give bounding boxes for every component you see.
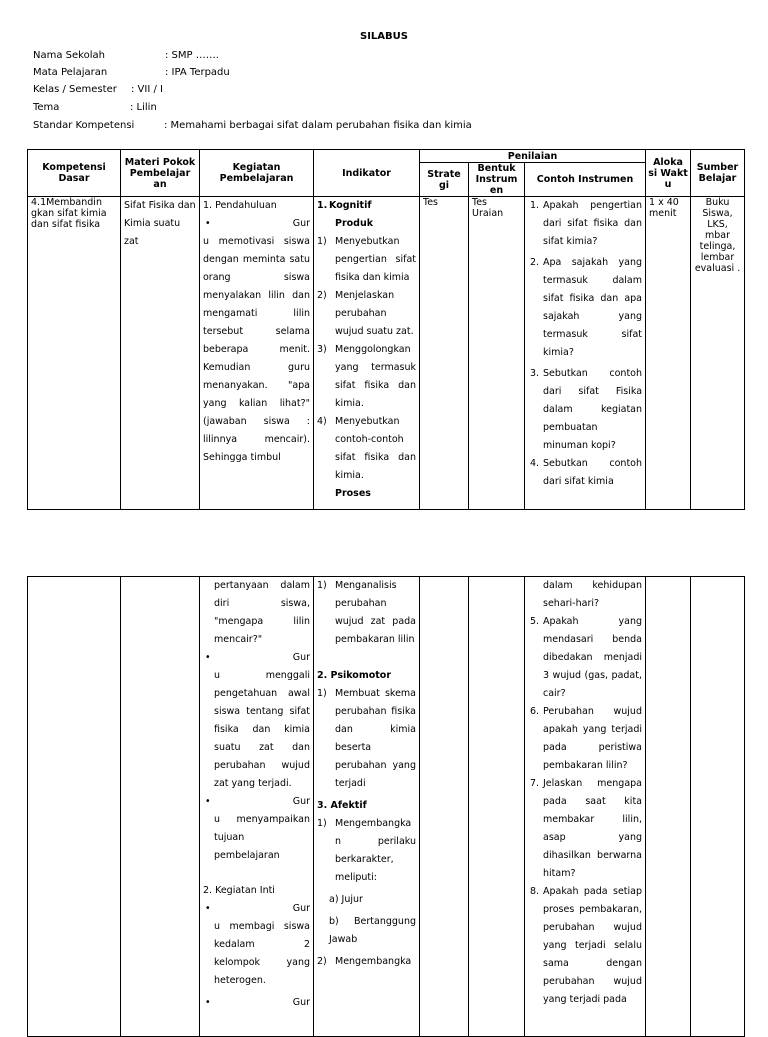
indikator-afektif: 3. Afektif: [317, 800, 367, 811]
indikator-kognitif: 1. Kognitif: [317, 200, 372, 211]
materi-text: Sifat Fisika dan Kimia suatu zat: [124, 200, 196, 247]
meta-label: Mata Pelajaran: [33, 67, 108, 78]
indikator-sub-a: a) Jujur: [329, 894, 363, 905]
indikator-produk: Produk: [335, 218, 374, 229]
meta-value: : IPA Terpadu: [165, 67, 230, 78]
indikator-psikomotor: 2. Psikomotor: [317, 670, 392, 681]
header-penilaian: Penilaian: [420, 150, 646, 163]
meta-label: Nama Sekolah: [33, 50, 105, 61]
meta-value: : SMP …….: [165, 50, 219, 61]
meta-label: Tema: [33, 102, 60, 113]
bentuk-text: Tes Uraian: [472, 197, 504, 219]
page-title: SILABUS: [360, 31, 408, 42]
kegiatan-inti-heading: 2. Kegiatan Inti: [203, 885, 275, 896]
meta-label: Kelas / Semester: [33, 84, 117, 95]
strategi-cell: [420, 197, 469, 510]
header-indikator: Indikator: [314, 150, 420, 197]
kegiatan-bullet-text: u menyampaikan tujuan pembelajaran: [214, 814, 310, 861]
indikator-item: 1) Mengembangka n perilaku berkarakter, meliputi:: [317, 818, 416, 883]
strategi-text: Tes: [423, 197, 438, 208]
meta-kelas-semester: [33, 84, 163, 95]
alokasi-text: 1 x 40 menit: [649, 197, 679, 219]
sumber-cell: [691, 197, 745, 510]
contoh-item: 5. Apakah yang mendasari benda dibedakan menjadi 3 wujud (gas, padat, cair?: [530, 616, 642, 699]
contoh-cell-cont: [525, 577, 646, 1037]
header-kegiatan: Kegiatan Pembelajaran: [200, 150, 314, 197]
header-alokasi-waktu: Aloka si Wakt u: [646, 150, 691, 197]
header-bentuk-instrumen: Bentuk Instrum en: [469, 163, 525, 197]
kd-cell-cont: [28, 577, 121, 1037]
syllabus-table-page2: [27, 576, 745, 1037]
contoh-item: 7. Jelaskan mengapa pada saat kita membakar lilin, asap yang dihasilkan berwarna hitam?: [530, 778, 642, 879]
indikator-item: 1) Membuat skema perubahan fisika dan kimia beserta perubahan yang terjadi: [317, 688, 416, 789]
contoh-item: 4. Sebutkan contoh dari sifat kimia: [530, 458, 643, 487]
alokasi-cell: [646, 197, 691, 510]
kegiatan-bullet: • Gur: [203, 994, 310, 1012]
materi-cell: [121, 197, 200, 510]
kegiatan-bullet: • Gur: [203, 793, 310, 811]
indikator-proses: Proses: [335, 488, 371, 499]
indikator-item: 2) Menjelaskan perubahan wujud suatu zat.: [317, 290, 414, 337]
kegiatan-bullet: • Gur: [203, 900, 310, 918]
sumber-cell-cont: [691, 577, 745, 1037]
kegiatan-text: u memotivasi siswa dengan meminta satu orang siswa menyalakan lilin dan mengamati lilin tersebut selama beberapa menit. Kemudian guru menanyakan. "apa yang kalian lihat?" (jawaban siswa : lilinnya mencair). Sehingga timbul: [203, 236, 310, 463]
meta-value: : Lilin: [130, 102, 157, 113]
kd-cell: [28, 197, 121, 510]
indikator-item: 1) Menganalisis perubahan wujud zat pada pembakaran lilin: [317, 580, 416, 645]
header-materi-pokok: Materi Pokok Pembelajar an: [121, 150, 200, 197]
indikator-cell-cont: [314, 577, 420, 1037]
materi-cell-cont: [121, 577, 200, 1037]
header-contoh-instrumen: Contoh Instrumen: [525, 163, 646, 197]
indikator-item: 4) Menyebutkan contoh-contoh sifat fisika dan kimia.: [317, 416, 416, 481]
bentuk-cell: [469, 197, 525, 510]
kegiatan-bullet-text: u membagi siswa kedalam 2 kelompok yang heterogen.: [214, 921, 310, 986]
header-strategi: Strate gi: [420, 163, 469, 197]
indikator-item: 2) Mengembangka: [317, 956, 412, 967]
contoh-cell: [525, 197, 646, 510]
indikator-item: 1) Menyebutkan pengertian sifat fisika dan kimia: [317, 236, 416, 283]
kd-text: 4.1Membandin gkan sifat kimia dan sifat fisika: [31, 197, 107, 230]
meta-tema: [33, 102, 157, 113]
kegiatan-cell: [200, 197, 314, 510]
header-sumber-belajar: Sumber Belajar: [691, 150, 745, 197]
contoh-cont-text: dalam kehidupan sehari-hari?: [543, 580, 642, 609]
meta-value: : Memahami berbagai sifat dalam perubahan fisika dan kimia: [164, 120, 472, 131]
kegiatan-bullet: • Gur: [203, 649, 310, 667]
contoh-item: 8. Apakah pada setiap proses pembakaran, perubahan wujud yang terjadi selalu sama dengan perubahan wujud yang terjadi pada: [530, 886, 642, 1005]
alokasi-cell-cont: [646, 577, 691, 1037]
kegiatan-cont-text: pertanyaan dalam diri siswa, "mengapa lilin mencair?": [214, 580, 310, 645]
contoh-item: 3. Sebutkan contoh dari sifat Fisika dalam kegiatan pembuatan minuman kopi?: [530, 368, 643, 451]
syllabus-table-page1: [27, 149, 745, 510]
sumber-text: Buku Siswa, LKS, mbar telinga, lembar evaluasi .: [694, 197, 741, 274]
meta-nama-sekolah: [33, 50, 219, 61]
header-kompetensi-dasar: Kompetensi Dasar: [28, 150, 121, 197]
meta-mata-pelajaran: [33, 67, 230, 78]
kegiatan-heading: 1. Pendahuluan: [203, 200, 277, 211]
meta-value: : VII / I: [131, 84, 163, 95]
kegiatan-bullet: • Gur: [203, 215, 310, 233]
kegiatan-bullet-text: u menggali pengetahuan awal siswa tentang sifat fisika dan kimia suatu zat dan perubahan wujud zat yang terjadi.: [214, 670, 310, 789]
contoh-item: 1. Apakah pengertian dari sifat fisika dan sifat kimia?: [530, 200, 643, 247]
meta-standar-kompetensi: [33, 120, 472, 131]
indikator-cell: [314, 197, 420, 510]
contoh-item: 6. Perubahan wujud apakah yang terjadi pada peristiwa pembakaran lilin?: [530, 706, 642, 771]
meta-label: Standar Kompetensi: [33, 120, 135, 131]
kegiatan-cell-cont: [200, 577, 314, 1037]
bentuk-cell-cont: [469, 577, 525, 1037]
strategi-cell-cont: [420, 577, 469, 1037]
indikator-sub-b: b) Bertanggung Jawab: [329, 916, 416, 945]
contoh-item: 2. Apa sajakah yang termasuk dalam sifat fisika dan apa sajakah yang termasuk sifat kimia?: [530, 257, 643, 358]
indikator-item: 3) Menggolongkan yang termasuk sifat fisika dan kimia.: [317, 344, 416, 409]
